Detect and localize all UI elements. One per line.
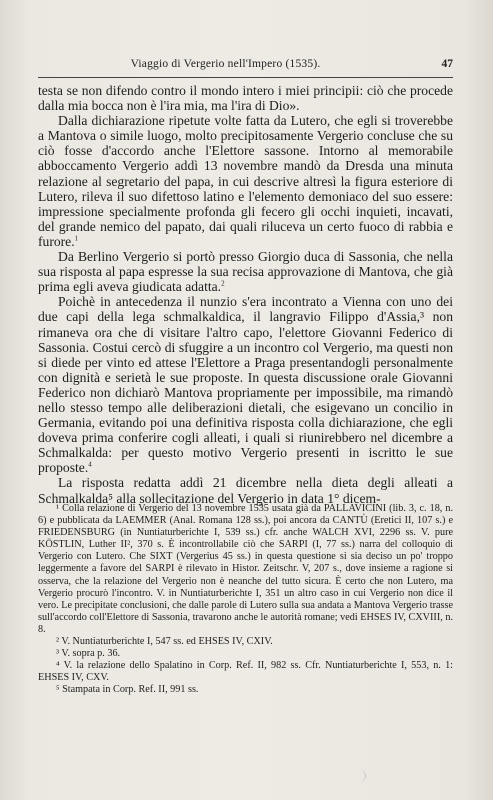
- page-header: [38, 58, 453, 74]
- footnotes: [38, 503, 453, 697]
- footnote-5: ⁵ Stampata in Corp. Ref. II, 991 ss.: [56, 684, 199, 696]
- paragraph-3: [38, 294, 453, 475]
- footnote-ref: 2: [221, 279, 225, 288]
- main-text: [38, 83, 453, 506]
- paragraph-text: testa se non difendo contro il mondo intero i miei principii: ciò che procede dalla mia bocca non è l'ira mia, ma l'ira di Dio».: [38, 83, 453, 114]
- footnote-3: ³ V. sopra p. 36.: [56, 648, 121, 660]
- paragraph-0: [38, 83, 453, 113]
- page-number: 47: [441, 58, 453, 70]
- paragraph-text: Da Berlino Vergerio si portò presso Giorgio duca di Sassonia, che nella sua risposta al papa espresse la sua recisa approvazione di Mantova, che già prima egli aveva giudicata adatta.: [38, 249, 453, 295]
- paragraph-text: Dalla dichiarazione ripetute volte fatta da Lutero, che egli si troverebbe a Mantova o simile luogo, molto precipitosamente Vergerio concluse che su ciò fosse d'accordo anche l'Elettore sassone. Intorno al memorabile abboccamento Vergerio addì 13 novembre mandò da Dresda una minuta relazione al segretario del papa, in cui descrive altresì la figura esteriore di Lutero, rileva il suo difettoso latino e l'elemento demoniaco del suo essere: impressione specialmente profonda gli fecero gli occhi inquieti, incavati, del grande nemico del papato, dai quali riluceva un certo fuoco di rabbia e furore.: [38, 113, 453, 249]
- footnote-ref: 4: [88, 460, 92, 469]
- paragraph-1: [38, 113, 453, 249]
- paragraph-4: [38, 475, 453, 505]
- paragraph-text: Poichè in antecedenza il nunzio s'era incontrato a Vienna con uno dei due capi della lega schmalkaldica, il langravio Filippo d'Assia,³ non rimaneva ora che di visitare l'altro capo, l'elettore Giovanni Federico di Sassonia. Costui cercò di sfuggire a un incontro col Vergerio, ma questi non si diede per vinto ed attese l'Elettore a Praga presentandogli personalmente con dignità e serietà le sue proposte. In questa discussione orale Giovanni Federico non dichiarò Mantova propriamente per impossibile, ma rimandò nello stesso tempo alle deliberazioni dietali, che esigevano un concilio in Germania, evitando poi una definitiva risposta colla dichiarazione, che egli doveva prima conferire cogli alleati, i quali si riunirebbero nel dicembre a Schmalkalda: per questo motivo Vergerio presenti in iscritto le sue proposte.: [38, 294, 453, 476]
- footnote-2: ² V. Nuntiaturberichte I, 547 ss. ed EHSES IV, CXIV.: [56, 636, 273, 648]
- header-rule: [38, 77, 453, 78]
- footnote-ref: 1: [74, 234, 79, 243]
- footnote-4: ⁴ V. la relazione dello Spalatino in Corp. Ref. II, 982 ss. Cfr. Nuntiaturberichte I, 553, n. 1: EHSES IV, CXV.: [38, 660, 453, 684]
- paragraph-text: La risposta redatta addì 21 dicembre nella dieta degli alleati a Schmalkalda⁵ alla sollecitazione del Vergerio in data 1° dicem-: [38, 475, 453, 506]
- page-mark: [355, 770, 366, 782]
- footnote-1: ¹ Colla relazione di Vergerio del 13 novembre 1535 usata già da PALLAVICINI (lib. 3, c. 18, n. 6) e pubblicata da LAEMMER (Anal. Romana 128 ss.), poi ancora da CANTÙ (Eretici II, 107 s.) e FRIEDENSBURG (in Nuntiaturberichte I, 539 ss.) cfr. anche WALCH XVI, 2296 ss. V. pure KÖSTLIN, Luther II², 370 s. È incontrollabile ciò che SARPI (I, 77 ss.) narra del colloquio di Vergerio con Lutero. Che SIXT (Vergerius 45 ss.) in questa questione si sia deciso un po' troppo leggermente a favore del SARPI è rilevato in Histor. Zeitschr. V, 207 s., dove insieme a ragione si osserva, che la relazione del Vergerio non è neanche del tutto sicura. È certo che non Lutero, ma Vergerio procurò l'incontro. V. in Nuntiaturberichte I, 351 un altro caso in cui Vergerio non dice il vero. Le precipitate conclusioni, che dalle parole di Lutero sulla sua andata a Mantova Vergerio trasse sull'accordo coll'Elettore di Sassonia, travarono anche le autorità romane; vedi EHSES IV, CXVIII, n. 8.: [38, 503, 453, 635]
- paragraph-2: [38, 249, 453, 294]
- running-title: Viaggio di Vergerio nell'Impero (1535).: [130, 58, 321, 70]
